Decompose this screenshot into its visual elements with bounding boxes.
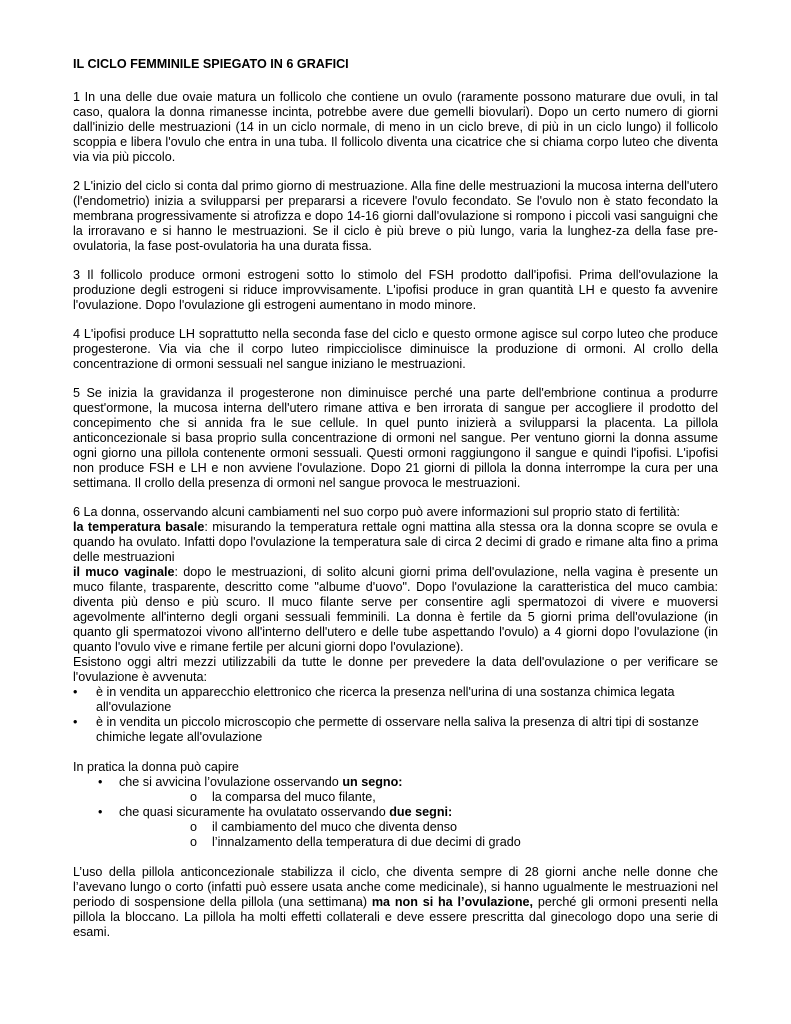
sub-list <box>119 820 718 850</box>
bullet-item <box>73 715 718 745</box>
sub-list <box>119 790 718 805</box>
sub-list-item-text: la comparsa del muco filante, <box>212 790 376 804</box>
closing-paragraph <box>73 865 718 940</box>
circle-bullet-icon: o <box>190 820 198 834</box>
list-item <box>73 805 718 850</box>
circle-bullet-icon: o <box>190 790 198 804</box>
muco-paragraph <box>73 565 718 655</box>
closing-bold: ma non si ha l’ovulazione, <box>371 895 534 909</box>
bullet-icon: • <box>73 685 78 699</box>
temperatura-label: la temperatura basale <box>73 520 205 534</box>
section-6-intro: 6 La donna, osservando alcuni cambiamenti nel suo corpo può avere informazioni sul proprio stato di fertilità: <box>73 505 680 519</box>
paragraph-3: 3 Il follicolo produce ormoni estrogeni sotto lo stimolo del FSH prodotto dall'ipofisi. Prima dell'ovulazione la produzione degli estrogeni si riduce improvvisamente. L'ipofisi produce in gran quantità LH e questo fa avvenire l'ovulazione. Dopo l'ovulazione gli estrogeni aumentano in modo minore. <box>73 268 718 312</box>
pratica-list <box>73 775 718 850</box>
bullet-text: è in vendita un piccolo microscopio che permette di osservare nella saliva la presenza di altri tipi di sostanze chimiche legate all'ovulazione <box>96 715 699 744</box>
temperatura-paragraph <box>73 520 718 565</box>
list-item-text: che quasi sicuramente ha ovulatato osservando <box>119 805 390 819</box>
sub-list-item <box>119 820 718 835</box>
temperatura-text: : misurando la temperatura rettale ogni mattina alla stessa ora la donna scopre se ovula e quando ha ovulato. Infatti dopo l'ovulazione la temperatura sale di circa 2 decimi di grado e rimane alta fino a prima delle mestruazioni <box>73 520 718 564</box>
page-title: IL CICLO FEMMINILE SPIEGATO IN 6 GRAFICI <box>73 57 349 71</box>
paragraph-4: 4 L'ipofisi produce LH soprattutto nella seconda fase del ciclo e questo ormone agisce sul corpo luteo che produce progesterone. Via via che il corpo luteo rimpicciolisce diminuisce la produzione di ormoni. Al crollo della concentrazione di ormoni sessuali nel sangue iniziano le mestruazioni. <box>73 327 718 371</box>
closing-text-after: perché gli ormoni presenti nella pillola la bloccano. La pillola ha molti effetti collaterali e deve essere prescritta dal ginecologo dopo una serie di esami. <box>73 895 718 939</box>
bullet-item <box>73 685 718 715</box>
paragraph-2: 2 L'inizio del ciclo si conta dal primo giorno di mestruazione. Alla fine delle mestruazioni la mucosa interna dell'utero (l'endometrio) inizia a svilupparsi per prepararsi a ricevere l'ovulo fecondato. Se l'ovulo non è stato fecondato la membrana progressivamente si atrofizza e dopo 14-16 giorni dall'ovulazione si rompono i piccoli vasi sanguigni che la irroravano e si hanno le mestruazioni. Se il ciclo è più breve o più lungo, varia la lunghez-za della fase pre-ovulatoria, la fase post-ovulatoria ha una durata fissa. <box>73 179 718 253</box>
bullet-text: è in vendita un apparecchio elettronico che ricerca la presenza nell'urina di una sostanza chimica legata all'ovulazione <box>96 685 675 714</box>
bullet-icon: • <box>98 805 103 819</box>
document-body <box>73 57 718 940</box>
section-6 <box>73 505 718 745</box>
sub-list-item <box>119 790 718 805</box>
paragraph-1: 1 In una delle due ovaie matura un follicolo che contiene un ovulo (raramente possono maturare due ovuli, in tal caso, qualora la donna rimanesse incinta, potrebbe avere due gemelli biovulari). Dopo un certo numero di giorni dall'inizio delle mestruazioni (14 in un ciclo normale, di meno in un ciclo breve, di più in un ciclo lungo) il follicolo scoppia e libera l'ovulo che entra in una tuba. Il follicolo diventa una cicatrice che si chiama corpo luteo che diventa via via più piccolo. <box>73 90 718 164</box>
circle-bullet-icon: o <box>190 835 198 849</box>
list-item-bold: due segni: <box>389 805 453 819</box>
closing-text-before: L’uso della pillola anticoncezionale stabilizza il ciclo, che diventa sempre di 28 giorni anche nelle donne che l’avevano lungo o corto (infatti può essere usata anche come medicinale), si hanno ugualmente le mestruazioni nel periodo di sospensione della pillola (una settimana) <box>73 865 718 909</box>
altri-mezzi-text: Esistono oggi altri mezzi utilizzabili da tutte le donne per prevedere la data dell'ovulazione o per verificare se l'ovulazione è avvenuta: <box>73 655 718 684</box>
pratica-section <box>73 760 718 850</box>
bullet-icon: • <box>98 775 103 789</box>
sub-list-item-text: il cambiamento del muco che diventa denso <box>212 820 458 834</box>
sub-list-item-text: l’innalzamento della temperatura di due decimi di grado <box>212 835 521 849</box>
list-item-bold: un segno: <box>342 775 403 789</box>
paragraph-5: 5 Se inizia la gravidanza il progesterone non diminuisce perché una parte dell'embrione continua a produrre quest'ormone, la mucosa interna dell'utero rimane attiva e ben irrorata di sangue per accogliere il prodotto del concepimento che si annida fra le sue cellule. In quel punto inizierà a svilupparsi la placenta. La pillola anticoncezionale si basa proprio sulla concentrazione di ormoni nel sangue. Per ventuno giorni la donna assume ogni giorno una pillola contenente ormoni sessuali. Questi ormoni raggiungono il sangue e quindi l'ipofisi. L'ipofisi non produce FSH e LH e non avviene l'ovulazione. Dopo 21 giorni di pillola la donna interrompe la cura per una settimana. Il crollo della presenza di ormoni nel sangue provoca le mestruazioni. <box>73 386 718 490</box>
sub-list-item <box>119 835 718 850</box>
list-item <box>73 775 718 805</box>
pratica-intro: In pratica la donna può capire <box>73 760 239 774</box>
muco-label: il muco vaginale <box>73 565 175 579</box>
bullet-icon: • <box>73 715 78 729</box>
list-item-text: che si avvicina l’ovulazione osservando <box>119 775 343 789</box>
muco-text: : dopo le mestruazioni, di solito alcuni giorni prima dell'ovulazione, nella vagina è presente un muco filante, trasparente, descritto come "albume d'uovo". Dopo l'ovulazione la caratteristica del muco cambia: diventa più denso e più scuro. Il muco filante serve per consentire agli spermatozoi di vivere e muoversi agevolmente all'interno degli organi sessuali femminili. La donna è fertile da 5 giorni prima dell'ovulazione (in quanto gli spermatozoi vivono all'interno dell'utero e delle tube aspettando l'ovulo) a 4 giorni dopo l'ovulazione (in quanto l'ovulo vive e rimane fertile per alcuni giorni dopo l'ovulazione). <box>73 565 718 654</box>
